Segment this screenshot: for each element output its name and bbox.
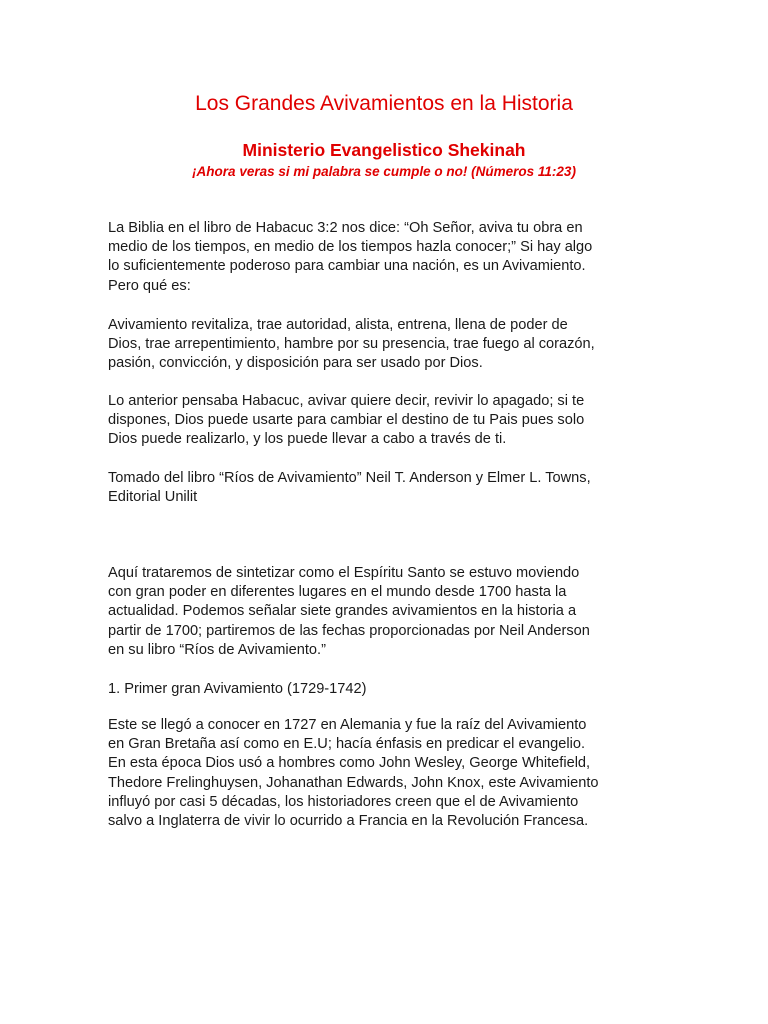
- document-title: Los Grandes Avivamientos en la Historia: [195, 92, 573, 115]
- section-heading-primer-avivamiento: 1. Primer gran Avivamiento (1729-1742): [108, 681, 367, 697]
- paragraph-habacuc-intro: La Biblia en el libro de Habacuc 3:2 nos dice: “Oh Señor, aviva tu obra en medio de los tiempos, en medio de los tiempos hazla conocer;” Si hay algo lo suficientemente poderoso para cambiar una nación, es un Avivamiento. Pero qué es:: [108, 220, 593, 294]
- paragraph-source-citation: Tomado del libro “Ríos de Avivamiento” Neil T. Anderson y Elmer L. Towns, Editorial Unilit: [108, 470, 591, 506]
- scripture-tagline: ¡Ahora veras si mi palabra se cumple o no! (Números 11:23): [192, 164, 576, 179]
- paragraph-primer-avivamiento: Este se llegó a conocer en 1727 en Alemania y fue la raíz del Avivamiento en Gran Bretaña así como en E.U; hacía énfasis en predicar el evangelio. En esta época Dios usó a hombres como John Wesley, George Whitefield, Thedore Frelinghuysen, Johanathan Edwards, John Knox, este Avivamiento influyó por casi 5 décadas, los historiadores creen que el de Avivamiento salvo a Inglaterra de vivir lo ocurrido a Francia en la Revolución Francesa.: [108, 717, 599, 830]
- paragraph-introduction-history: Aquí trataremos de sintetizar como el Espíritu Santo se estuvo moviendo con gran poder en diferentes lugares en el mundo desde 1700 hasta la actualidad. Podemos señalar siete grandes avivamientos en la historia a partir de 1700; partiremos de las fechas proporcionadas por Neil Anderson en su libro “Ríos de Avivamiento.”: [108, 565, 590, 658]
- paragraph-avivamiento-definition: Avivamiento revitaliza, trae autoridad, alista, entrena, llena de poder de Dios, trae arrepentimiento, hambre por su presencia, trae fuego al corazón, pasión, convicción, y disposición para ser usado por Dios.: [108, 317, 595, 372]
- ministry-subtitle: Ministerio Evangelistico Shekinah: [242, 140, 526, 160]
- paragraph-habacuc-reflection: Lo anterior pensaba Habacuc, avivar quiere decir, revivir lo apagado; si te dispones, Dios puede usarte para cambiar el destino de tu Pais pues solo Dios puede realizarlo, y los puede llevar a cabo a través de ti.: [108, 393, 585, 448]
